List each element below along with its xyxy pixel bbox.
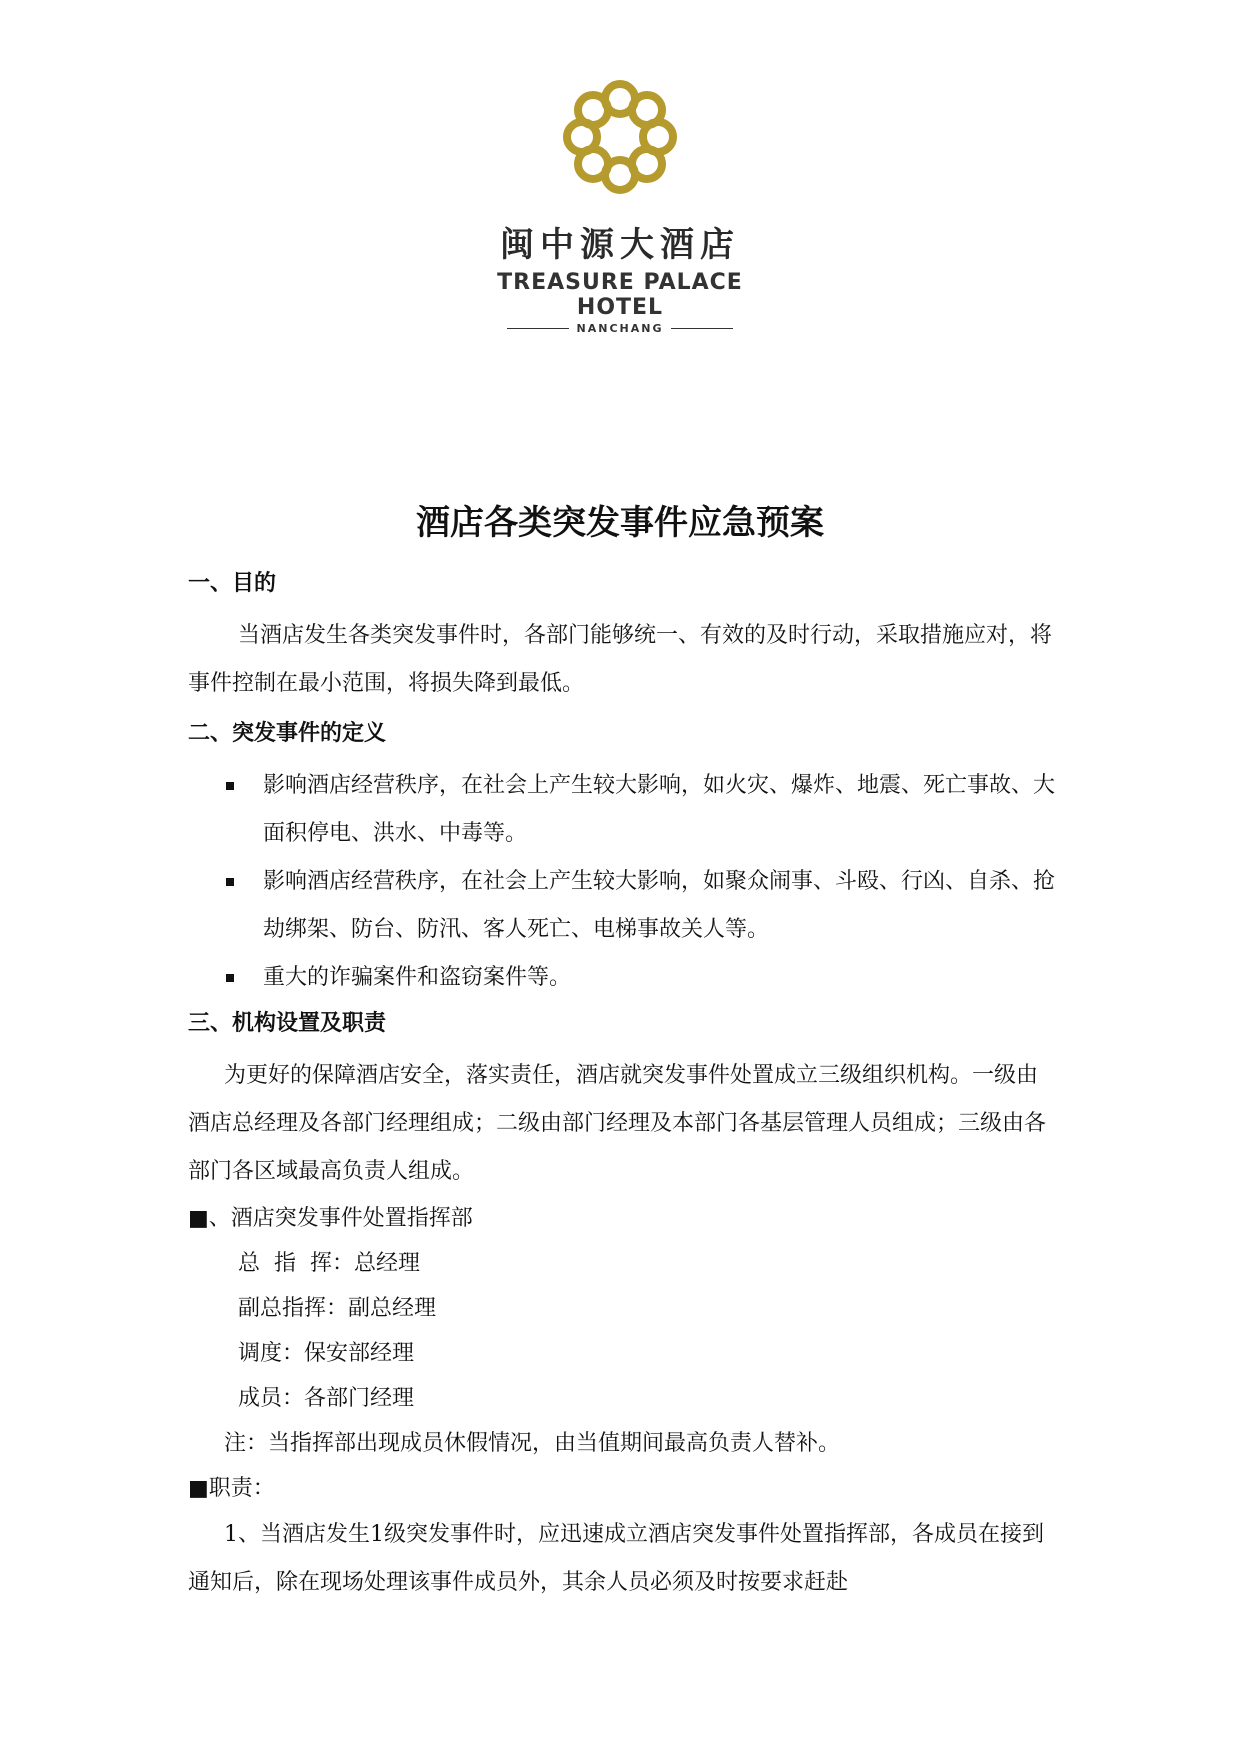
logo-city-line xyxy=(470,322,770,335)
definition-list xyxy=(188,762,1058,1002)
logo-chinese-name: 闽中源大酒店 xyxy=(500,225,740,265)
purpose-paragraph: 当酒店发生各类突发事件时，各部门能够统一、有效的及时行动，采取措施应对，将事件控制在最小范围，将损失降到最低。 xyxy=(188,623,1053,696)
logo-rule-right xyxy=(671,328,733,329)
section-heading-purpose: 一、目的 xyxy=(188,571,277,596)
hotel-logo xyxy=(470,75,770,335)
duty-item-1: 1、当酒店发生1级突发事件时，应迅速成立酒店突发事件处置指挥部，各成员在接到通知后，除在现场处理该事件成员外，其余人员必须及时按要求赶赴 xyxy=(188,1522,1044,1595)
note-text: 注：当指挥部出现成员休假情况，由当值期间最高负责人替补。 xyxy=(224,1431,841,1456)
role-dispatcher: 调度：保安部经理 xyxy=(238,1341,415,1366)
organization-paragraph: 为更好的保障酒店安全，落实责任，酒店就突发事件处置成立三级组织机构。一级由酒店总经理及各部门经理组成；二级由部门经理及本部门各基层管理人员组成；三级由各部门各区域最高负责人组成。 xyxy=(188,1063,1047,1184)
duties-title: ■职责： xyxy=(188,1476,275,1501)
document-title: 酒店各类突发事件应急预案 xyxy=(416,503,824,543)
list-item: 重大的诈骗案件和盗窃案件等。 xyxy=(263,954,1058,1002)
flower-logo-icon xyxy=(558,75,682,199)
logo-rule-left xyxy=(507,328,569,329)
role-members: 成员：各部门经理 xyxy=(238,1386,415,1411)
role-commander: 总 指 挥：总经理 xyxy=(238,1251,420,1276)
logo-english-name: TREASURE PALACE HOTEL xyxy=(497,270,743,320)
document-body xyxy=(188,568,1058,1607)
command-hq-title: ■、酒店突发事件处置指挥部 xyxy=(188,1206,473,1231)
list-item: 影响酒店经营秩序，在社会上产生较大影响，如火灾、爆炸、地震、死亡事故、大面积停电、洪水、中毒等。 xyxy=(263,762,1058,858)
section-heading-definition: 二、突发事件的定义 xyxy=(188,721,387,746)
section-heading-organization: 三、机构设置及职责 xyxy=(188,1011,387,1036)
role-deputy-commander: 副总指挥：副总经理 xyxy=(238,1296,437,1321)
logo-city: NANCHANG xyxy=(576,322,664,335)
list-item: 影响酒店经营秩序，在社会上产生较大影响，如聚众闹事、斗殴、行凶、自杀、抢劫绑架、防台、防汛、客人死亡、电梯事故关人等。 xyxy=(263,858,1058,954)
